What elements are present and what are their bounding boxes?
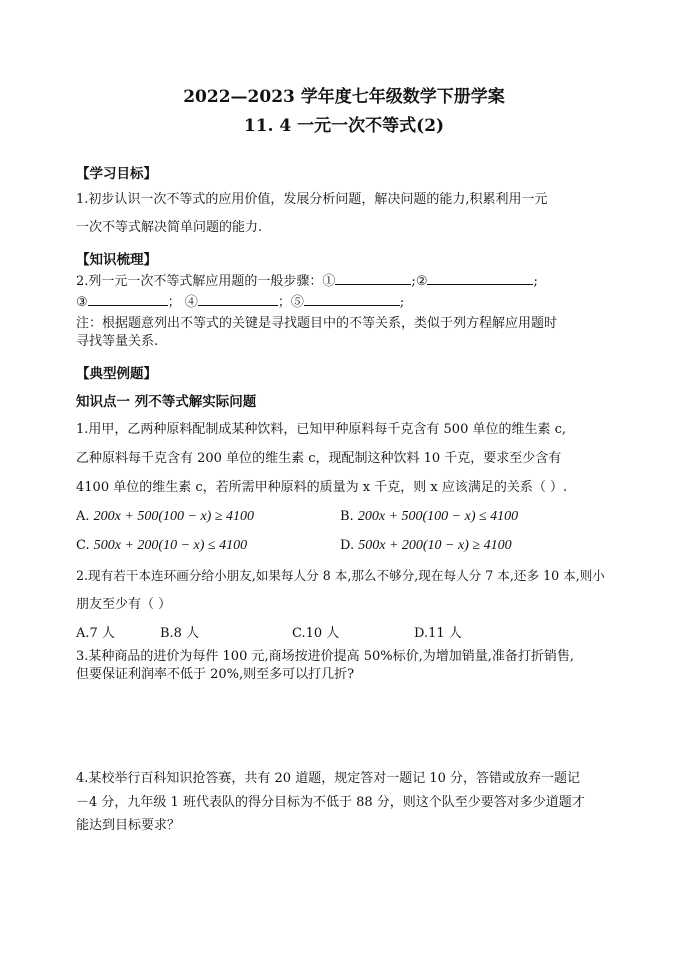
knowledge-heading: 【知识梳理】 bbox=[76, 252, 157, 268]
step-5-blank[interactable] bbox=[304, 292, 400, 306]
knowledge-point-1: 知识点一 列不等式解实际问题 bbox=[76, 394, 257, 410]
step-4-blank[interactable] bbox=[198, 292, 278, 306]
q1-option-a[interactable]: A. 200x + 500(100 − x) ≥ 4100 bbox=[76, 509, 255, 524]
q2-line-1: 2.现有若干本连环画分给小朋友,如果每人分 8 本,那么不够分,现在每人分 7 本,还多 10 本,则小 bbox=[76, 568, 605, 583]
q1-line-1: 1.用甲，乙两种原料配制成某种饮料，已知甲种原料每千克含有 500 单位的维生素 c, bbox=[76, 422, 567, 437]
step-5-marker: ⑤ bbox=[290, 295, 304, 310]
step-1-marker: ① bbox=[322, 274, 336, 289]
step-3-blank[interactable] bbox=[88, 292, 168, 306]
note-line-2: 寻找等量关系. bbox=[76, 334, 159, 349]
objectives-line-1: 1.初步认识一次不等式的应用价值，发展分析问题，解决问题的能力,积累利用一元 bbox=[76, 192, 548, 207]
q1-line-2: 乙种原料每千克含有 200 单位的维生素 c，现配制这种饮料 10 千克，要求至少含有 bbox=[76, 451, 562, 466]
q1-option-b[interactable]: B. 200x + 500(100 − x) ≤ 4100 bbox=[340, 509, 519, 524]
page-title: 2022—2023 学年度七年级数学下册学案 bbox=[183, 87, 505, 107]
step-2-blank[interactable] bbox=[427, 271, 533, 285]
q1-option-c[interactable]: C. 500x + 200(10 − x) ≤ 4100 bbox=[76, 538, 248, 553]
step-3-marker: ③ bbox=[76, 295, 88, 310]
q4-line-2: －4 分，九年级 1 班代表队的得分目标为不低于 88 分，则这个队至少要答对多少道题才 bbox=[76, 795, 585, 810]
objectives-heading: 【学习目标】 bbox=[76, 166, 157, 182]
step-2-marker: ② bbox=[415, 274, 428, 289]
q1-line-3: 4100 单位的维生素 c，若所需甲种原料的质量为 x 千克，则 x 应该满足的关系（ ）. bbox=[76, 480, 568, 495]
step-1-blank[interactable] bbox=[335, 271, 411, 285]
q2-option-d[interactable]: D.11 人 bbox=[414, 626, 462, 641]
q2-option-a[interactable]: A.7 人 bbox=[76, 626, 115, 641]
q2-line-2: 朋友至少有（ ） bbox=[76, 597, 172, 612]
steps-line-1: 2.列一元一次不等式解应用题的一般步骤：① ;② ; bbox=[76, 271, 538, 291]
lesson-subtitle: 11. 4 一元一次不等式(2) bbox=[243, 116, 445, 136]
q3-line-2: 但要保证利润率不低于 20%,则至多可以打几折? bbox=[76, 667, 355, 682]
q2-option-c[interactable]: C.10 人 bbox=[292, 626, 340, 641]
objectives-line-2: 一次不等式解决简单问题的能力. bbox=[76, 220, 263, 235]
q2-option-b[interactable]: B.8 人 bbox=[160, 626, 200, 641]
q1-option-d[interactable]: D. 500x + 200(10 − x) ≥ 4100 bbox=[340, 538, 512, 553]
steps-prompt: 2.列一元一次不等式解应用题的一般步骤： bbox=[76, 274, 323, 289]
note-line-1: 注：根据题意列出不等式的关键是寻找题目中的不等关系，类似于列方程解应用题时 bbox=[76, 316, 558, 331]
q3-line-1: 3.某种商品的进价为每件 100 元,商场按进价提高 50%标价,为增加销量,准备打折销售, bbox=[76, 649, 575, 664]
q4-line-1: 4.某校举行百科知识抢答赛，共有 20 道题，规定答对一题记 10 分，答错或放弃一题记 bbox=[76, 771, 581, 786]
examples-heading: 【典型例题】 bbox=[76, 366, 157, 382]
q4-line-3: 能达到目标要求？ bbox=[76, 818, 181, 833]
steps-line-2: ③ ； ④ ；⑤ ; bbox=[76, 292, 404, 312]
step-4-marker: ④ bbox=[184, 295, 198, 310]
